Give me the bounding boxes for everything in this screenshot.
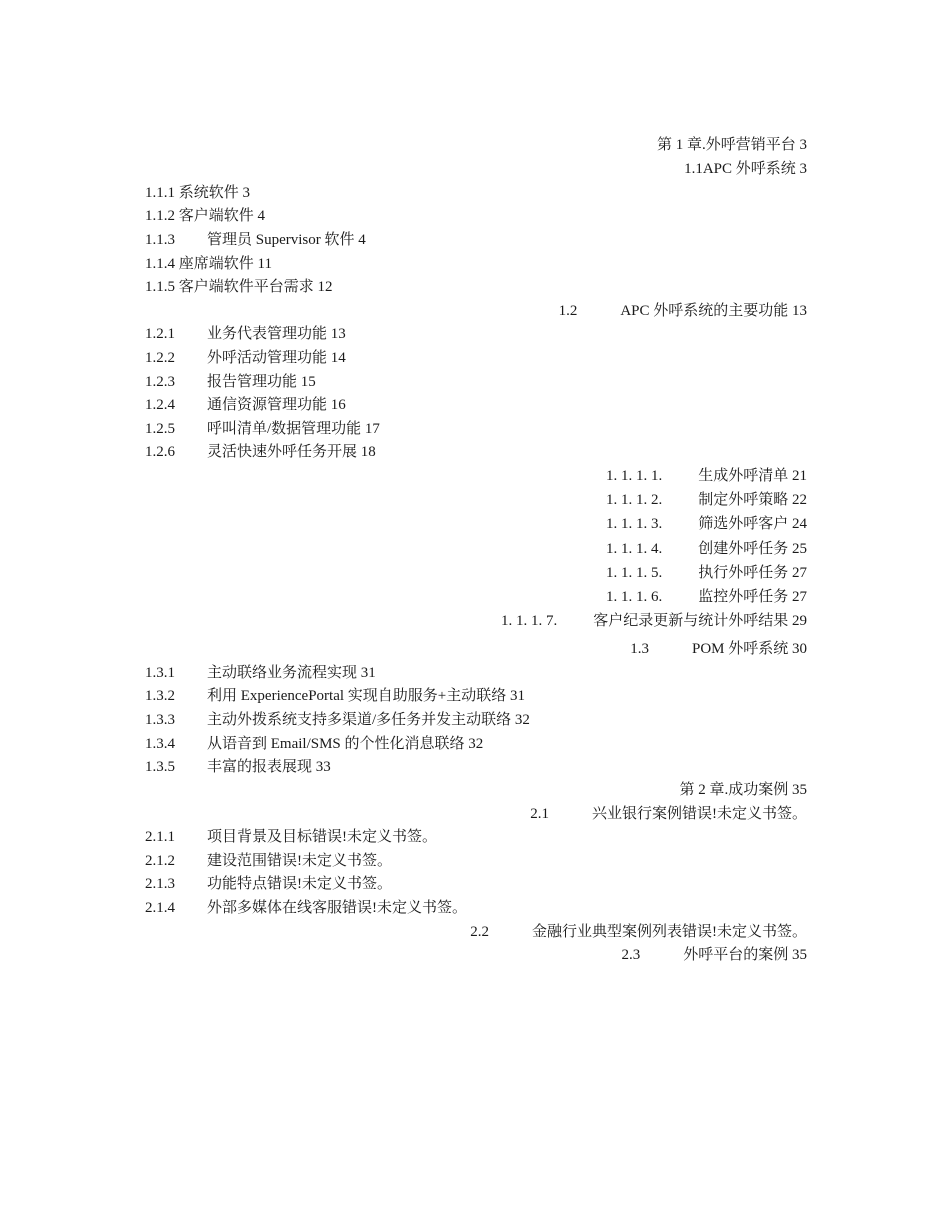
toc-title: 主动外拨系统支持多渠道/多任务并发主动联络 32 — [207, 712, 530, 728]
toc-title: 创建外呼任务 25 — [698, 541, 807, 557]
toc-entry[interactable] — [145, 662, 376, 684]
toc-title: 外呼活动管理功能 14 — [207, 350, 346, 366]
toc-number: 1. 1. 1. 1. — [605, 468, 663, 484]
toc-entry[interactable] — [145, 709, 530, 731]
toc-title: 制定外呼策略 22 — [698, 492, 807, 508]
toc-title: 利用 ExperiencePortal 实现自助服务+主动联络 31 — [207, 688, 525, 704]
toc-entry[interactable] — [530, 803, 807, 825]
toc-number: 1. 1. 1. 5. — [605, 565, 663, 581]
toc-number: 1.2 — [558, 303, 578, 319]
toc-entry[interactable] — [606, 586, 807, 608]
toc-entry[interactable] — [145, 850, 392, 872]
toc-title: 客户纪录更新与统计外呼结果 29 — [593, 613, 807, 629]
toc-number: 2.3 — [621, 947, 641, 963]
toc-number: 1.2.3 — [145, 374, 175, 390]
toc-entry[interactable] — [145, 418, 380, 440]
toc-title: 呼叫清单/数据管理功能 17 — [207, 421, 380, 437]
toc-title: 丰富的报表展现 33 — [207, 759, 331, 775]
toc-entry[interactable] — [145, 347, 346, 369]
toc-entry[interactable] — [145, 253, 272, 275]
toc-title: 报告管理功能 15 — [207, 374, 316, 390]
toc-title: 外部多媒体在线客服错误!未定义书签。 — [207, 900, 467, 916]
toc-entry[interactable] — [684, 158, 807, 180]
toc-entry[interactable] — [470, 921, 807, 943]
toc-entry[interactable] — [145, 394, 346, 416]
toc-number: 1. 1. 1. 6. — [605, 589, 663, 605]
toc-number: 1.2.4 — [145, 397, 175, 413]
toc-entry[interactable] — [145, 756, 331, 778]
toc-title: 管理员 Supervisor 软件 4 — [207, 232, 366, 248]
toc-entry[interactable] — [145, 229, 366, 251]
toc-number: 2.1 — [530, 806, 549, 822]
toc-number: 1. 1. 1. 3. — [605, 516, 663, 532]
toc-number: 1.3.5 — [145, 759, 175, 775]
toc-number: 1.3.1 — [145, 665, 175, 681]
toc-title: 筛选外呼客户 24 — [698, 516, 807, 532]
toc-entry[interactable] — [145, 182, 250, 204]
toc-entry[interactable] — [621, 944, 807, 966]
toc-entry[interactable] — [606, 538, 807, 560]
toc-entry[interactable] — [145, 441, 376, 463]
toc-number: 1.2.5 — [145, 421, 175, 437]
toc-entry[interactable] — [606, 465, 807, 487]
toc-number: 1.3.3 — [145, 712, 175, 728]
toc-number: 2.1.3 — [145, 876, 175, 892]
toc-entry[interactable] — [145, 733, 483, 755]
toc-title: 功能特点错误!未定义书签。 — [207, 876, 392, 892]
toc-entry[interactable] — [501, 610, 807, 632]
toc-number: 1. 1. 1. 4. — [605, 541, 663, 557]
toc-entry[interactable] — [606, 513, 807, 535]
toc-number: 1.2.1 — [145, 326, 175, 342]
toc-label: 第 2 章.成功案例 35 — [679, 782, 807, 798]
toc-label: 第 1 章.外呼营销平台 3 — [656, 137, 807, 153]
toc-number: 2.1.4 — [145, 900, 175, 916]
toc-entry[interactable] — [606, 562, 807, 584]
toc-title: 项目背景及目标错误!未定义书签。 — [207, 829, 437, 845]
toc-number: 1.3 — [630, 641, 649, 657]
toc-number: 1. 1. 1. 7. — [500, 613, 558, 629]
toc-title: 灵活快速外呼任务开展 18 — [207, 444, 376, 460]
toc-label: 1.1.4 座席端软件 11 — [145, 256, 272, 272]
toc-entry[interactable] — [145, 826, 437, 848]
toc-label: 1.1.1 系统软件 3 — [145, 185, 251, 201]
toc-number: 1.3.2 — [145, 688, 175, 704]
toc-entry[interactable] — [559, 300, 807, 322]
toc-number: 1.3.4 — [145, 736, 175, 752]
toc-title: 监控外呼任务 27 — [698, 589, 807, 605]
toc-title: 建设范围错误!未定义书签。 — [207, 853, 392, 869]
toc-title: POM 外呼系统 30 — [691, 641, 807, 657]
toc-entry[interactable] — [145, 873, 392, 895]
toc-label: 1.1.2 客户端软件 4 — [145, 208, 266, 224]
toc-title: 兴业银行案例错误!未定义书签。 — [592, 806, 807, 822]
toc-number: 1.2.2 — [145, 350, 175, 366]
toc-entry[interactable] — [145, 276, 333, 298]
toc-title: 外呼平台的案例 35 — [683, 947, 807, 963]
toc-number: 2.1.2 — [145, 853, 175, 869]
toc-entry[interactable] — [657, 134, 807, 156]
toc-title: 通信资源管理功能 16 — [207, 397, 346, 413]
toc-entry[interactable] — [145, 371, 316, 393]
toc-number: 2.2 — [470, 924, 489, 940]
toc-entry[interactable] — [679, 779, 807, 801]
toc-label: 1.1.5 客户端软件平台需求 12 — [145, 279, 333, 295]
toc-label: 1.1APC 外呼系统 3 — [684, 161, 807, 177]
toc-number: 1.2.6 — [145, 444, 175, 460]
toc-entry[interactable] — [145, 323, 346, 345]
toc-title: APC 外呼系统的主要功能 13 — [620, 303, 807, 319]
toc-entry[interactable] — [145, 685, 525, 707]
toc-title: 主动联络业务流程实现 31 — [207, 665, 376, 681]
toc-entry[interactable] — [630, 638, 807, 660]
toc-entry[interactable] — [606, 489, 807, 511]
toc-title: 从语音到 Email/SMS 的个性化消息联络 32 — [207, 736, 484, 752]
toc-number: 2.1.1 — [145, 829, 175, 845]
toc-title: 业务代表管理功能 13 — [207, 326, 346, 342]
toc-title: 生成外呼清单 21 — [698, 468, 807, 484]
toc-number: 1.1.3 — [145, 232, 175, 248]
toc-title: 执行外呼任务 27 — [698, 565, 807, 581]
toc-number: 1. 1. 1. 2. — [605, 492, 663, 508]
toc-title: 金融行业典型案例列表错误!未定义书签。 — [532, 924, 807, 940]
toc-entry[interactable] — [145, 205, 265, 227]
toc-entry[interactable] — [145, 897, 467, 919]
